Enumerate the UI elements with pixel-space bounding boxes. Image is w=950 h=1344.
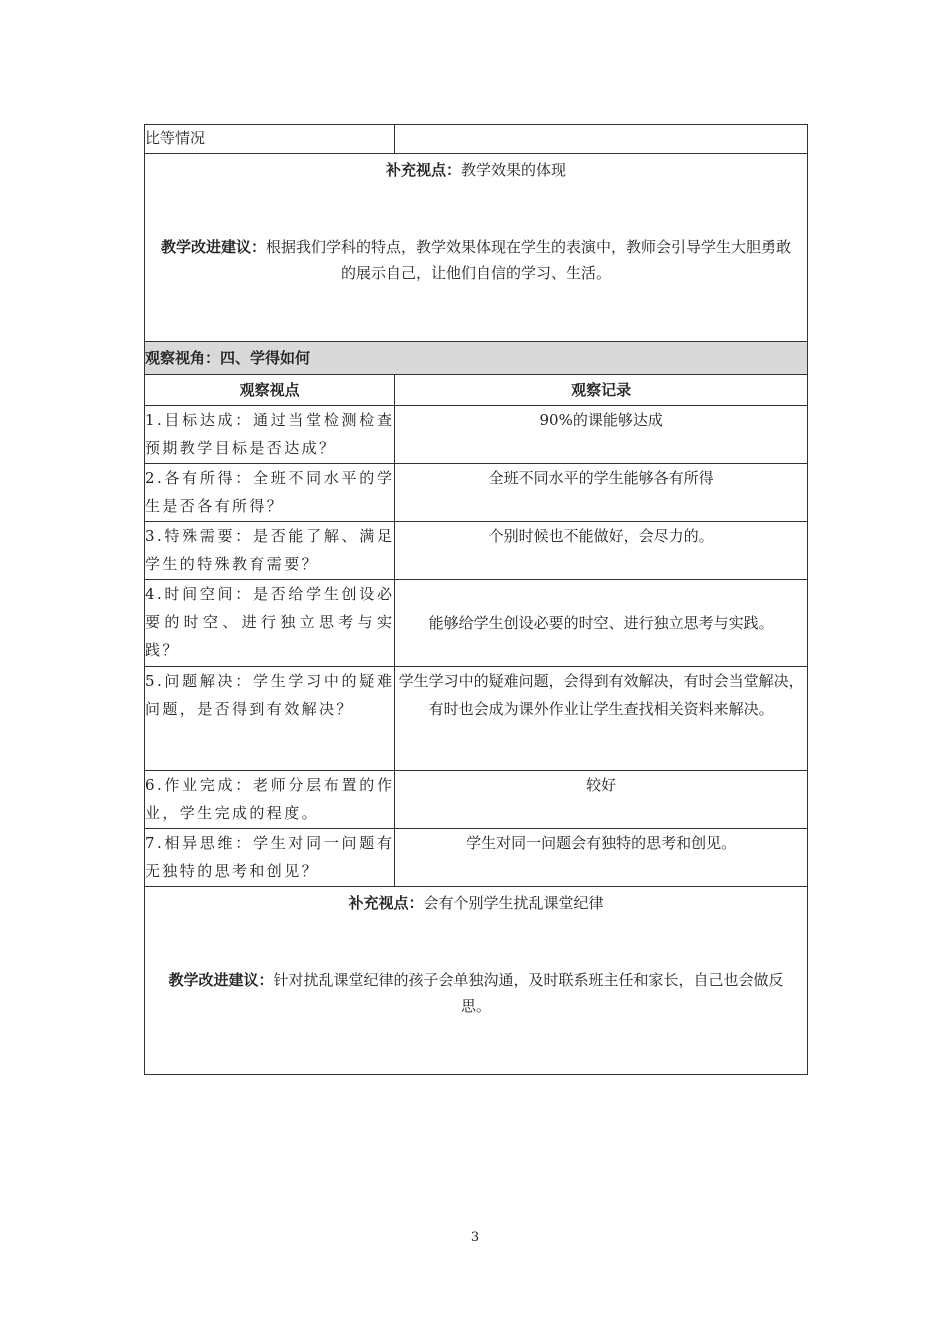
observation-point: 2.各有所得：全班不同水平的学生是否各有所得？ [145,464,395,522]
observation-point: 6.作业完成：老师分层布置的作业，学生完成的程度。 [145,771,395,829]
supplement-viewpoint-2 [145,887,807,916]
table-row [145,580,808,667]
supplement-text: 教学效果的体现 [461,161,567,179]
table-row [145,829,808,887]
table-row [145,464,808,522]
observation-point: 5.问题解决：学生学习中的疑难问题，是否得到有效解决？ [145,667,395,771]
section-title: 观察视角：四、学得如何 [145,342,808,375]
supplement-viewpoint-1 [145,154,807,183]
supplement-label: 补充视点： [348,894,424,912]
table-row [145,667,808,771]
column-header-record: 观察记录 [395,375,808,406]
table-row [145,522,808,580]
improvement-suggestion-1 [145,234,807,286]
observation-point: 1.目标达成：通过当堂检测检查预期教学目标是否达成？ [145,406,395,464]
observation-record: 全班不同水平的学生能够各有所得 [395,464,808,522]
table-row [145,771,808,829]
supplement-cell-2 [145,887,808,1075]
comparison-label: 比等情况 [145,125,395,154]
observation-table [144,124,808,1075]
supplement-label: 补充视点： [385,161,461,179]
column-header-point: 观察视点 [145,375,395,406]
improvement-suggestion-2 [145,967,807,1019]
supplement-cell-1 [145,154,808,342]
observation-record: 较好 [395,771,808,829]
suggestion-text: 针对扰乱课堂纪律的孩子会单独沟通，及时联系班主任和家长，自己也会做反思。 [273,971,784,1015]
observation-point: 7.相异思维：学生对同一问题有无独特的思考和创见？ [145,829,395,887]
suggestion-text: 根据我们学科的特点，教学效果体现在学生的表演中，教师会引导学生大胆勇敢的展示自己，让他们自信的学习、生活。 [266,238,792,282]
observation-record: 个别时候也不能做好，会尽力的。 [395,522,808,580]
page-number: 3 [470,1230,480,1245]
observation-record: 90%的课能够达成 [395,406,808,464]
observation-record: 学生对同一问题会有独特的思考和创见。 [395,829,808,887]
column-header-row [145,375,808,406]
table-row [145,406,808,464]
section-header-row [145,342,808,375]
supplement-row-1 [145,154,808,342]
suggestion-label: 教学改进建议： [160,238,266,256]
table-row [145,125,808,154]
observation-record: 学生学习中的疑难问题，会得到有效解决，有时会当堂解决，有时也会成为课外作业让学生查找相关资料来解决。 [395,667,808,771]
suggestion-label: 教学改进建议： [168,971,274,989]
observation-point: 4.时间空间：是否给学生创设必要的时空、进行独立思考与实践？ [145,580,395,667]
observation-point: 3.特殊需要：是否能了解、满足学生的特殊教育需要？ [145,522,395,580]
observation-record: 能够给学生创设必要的时空、进行独立思考与实践。 [395,580,808,667]
supplement-text: 会有个别学生扰乱课堂纪律 [423,894,604,912]
comparison-value [395,125,808,154]
supplement-row-2 [145,887,808,1075]
